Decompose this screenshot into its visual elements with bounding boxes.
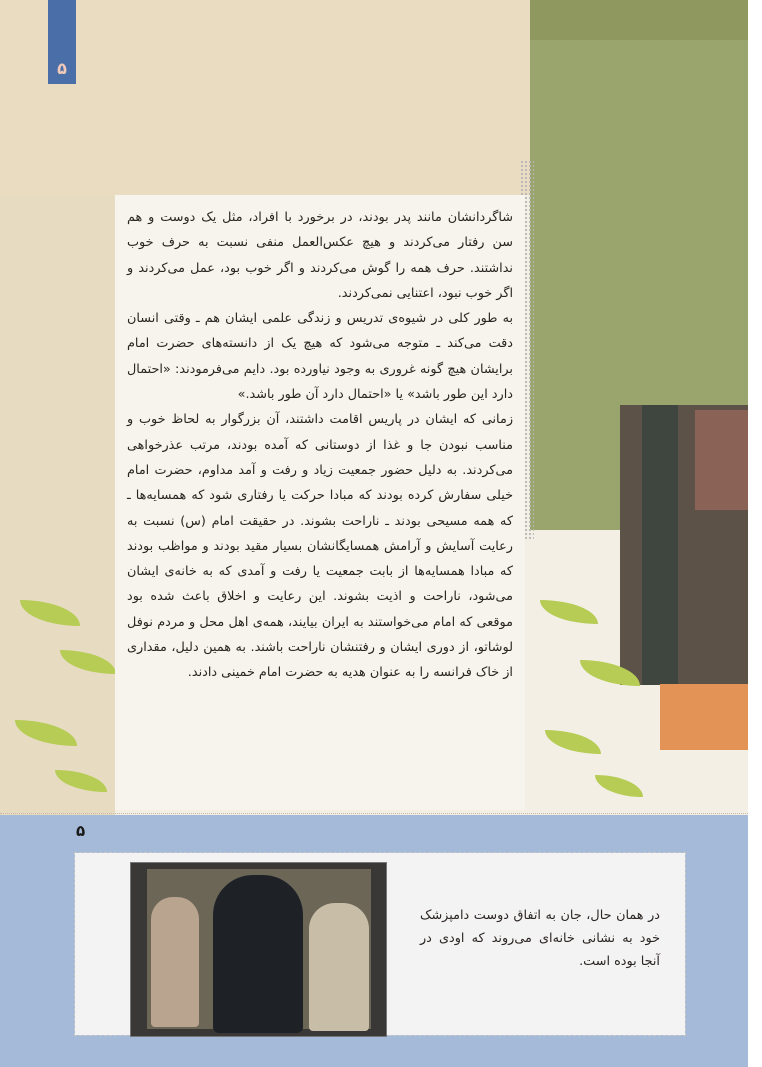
page-badge-strip: [48, 0, 76, 84]
leaf-decoration: [540, 600, 598, 624]
leaf-decoration: [595, 775, 643, 797]
figure-woman: [309, 903, 369, 1031]
page-badge: ۵: [57, 59, 67, 78]
divider: [0, 813, 748, 814]
paragraph: زمانی که ایشان در پاریس اقامت داشتند، آن بزرگوار به لحاظ خوب و مناسب نبودن جا و غذا از دوستانی که آمده بودند، مرتب عذرخواهی می‌کردند. به دلیل حضور جمعیت زیاد و رفت و آمد مداوم، حضرت امام خیلی سفارش کرده بودند که مبادا حرکت یا رفتاری شود که همسایه‌ها ـ که همه مسیحی بودند ـ ناراحت بشوند. در حقیقت امام (س) نسبت به رعایت آسایش و آرامش همسایگانشان بسیار مقید بودند و مواظب بودند که مبادا همسایه‌ها از بابت جمعیت یا رفت و آمدی که به خانه‌ی ایشان می‌شود، ناراحت و اذیت بشوند. این رعایت و اخلاق باعث شده بود موقعی که امام می‌خواستند به ایران بیایند، همه‌ی اهل محل و مردم نوفل لوشاتو، از دوری ایشان و رفتنشان ناراحت باشند. به همین دلیل، مقداری از خاک فرانسه را به عنوان هدیه به حضرت امام خمینی دادند.: [127, 412, 513, 681]
paragraph: شاگردانشان مانند پدر بودند، در برخورد با افراد، مثل یک دوست و هم سن رفتار می‌کردند و هیچ عکس‌العمل منفی نسبت به حرف خوب نداشتند. حرف همه را گوش می‌کردند و اگر خوب بود، عمل می‌کردند و اگر خوب نبود، اعتنایی نمی‌کردند.: [127, 210, 513, 301]
caption-text: در همان حال، جان به اتفاق دوست دامپزشک خود به نشانی خانه‌ای می‌روند که اودی در آنجا بوده است.: [420, 908, 660, 969]
floral-ornament-top: [0, 0, 530, 195]
ornament-corner: [530, 0, 748, 40]
figure-old-woman: [151, 897, 199, 1027]
orange-block: [660, 684, 748, 750]
film-still: [130, 862, 387, 1037]
door-frame: [642, 405, 678, 685]
figure-man: [213, 875, 303, 1033]
side-photo: [620, 405, 748, 685]
page-number: ۵: [76, 822, 86, 840]
leaf-decoration: [545, 730, 601, 754]
body-text-panel: [115, 195, 525, 810]
paragraph: به طور کلی در شیوه‌ی تدریس و زندگی علمی ایشان هم ـ وقتی انسان دقت می‌کند ـ متوجه می‌شود که هیچ یک از دانسته‌های حضرت امام برایشان هیچ گونه غروری به وجود نیاورده بود. دایم می‌فرمودند: «احتمال دارد این طور باشد» یا «احتمال دارد آن طور باشد.»: [127, 311, 513, 403]
brick-wall: [695, 410, 748, 510]
